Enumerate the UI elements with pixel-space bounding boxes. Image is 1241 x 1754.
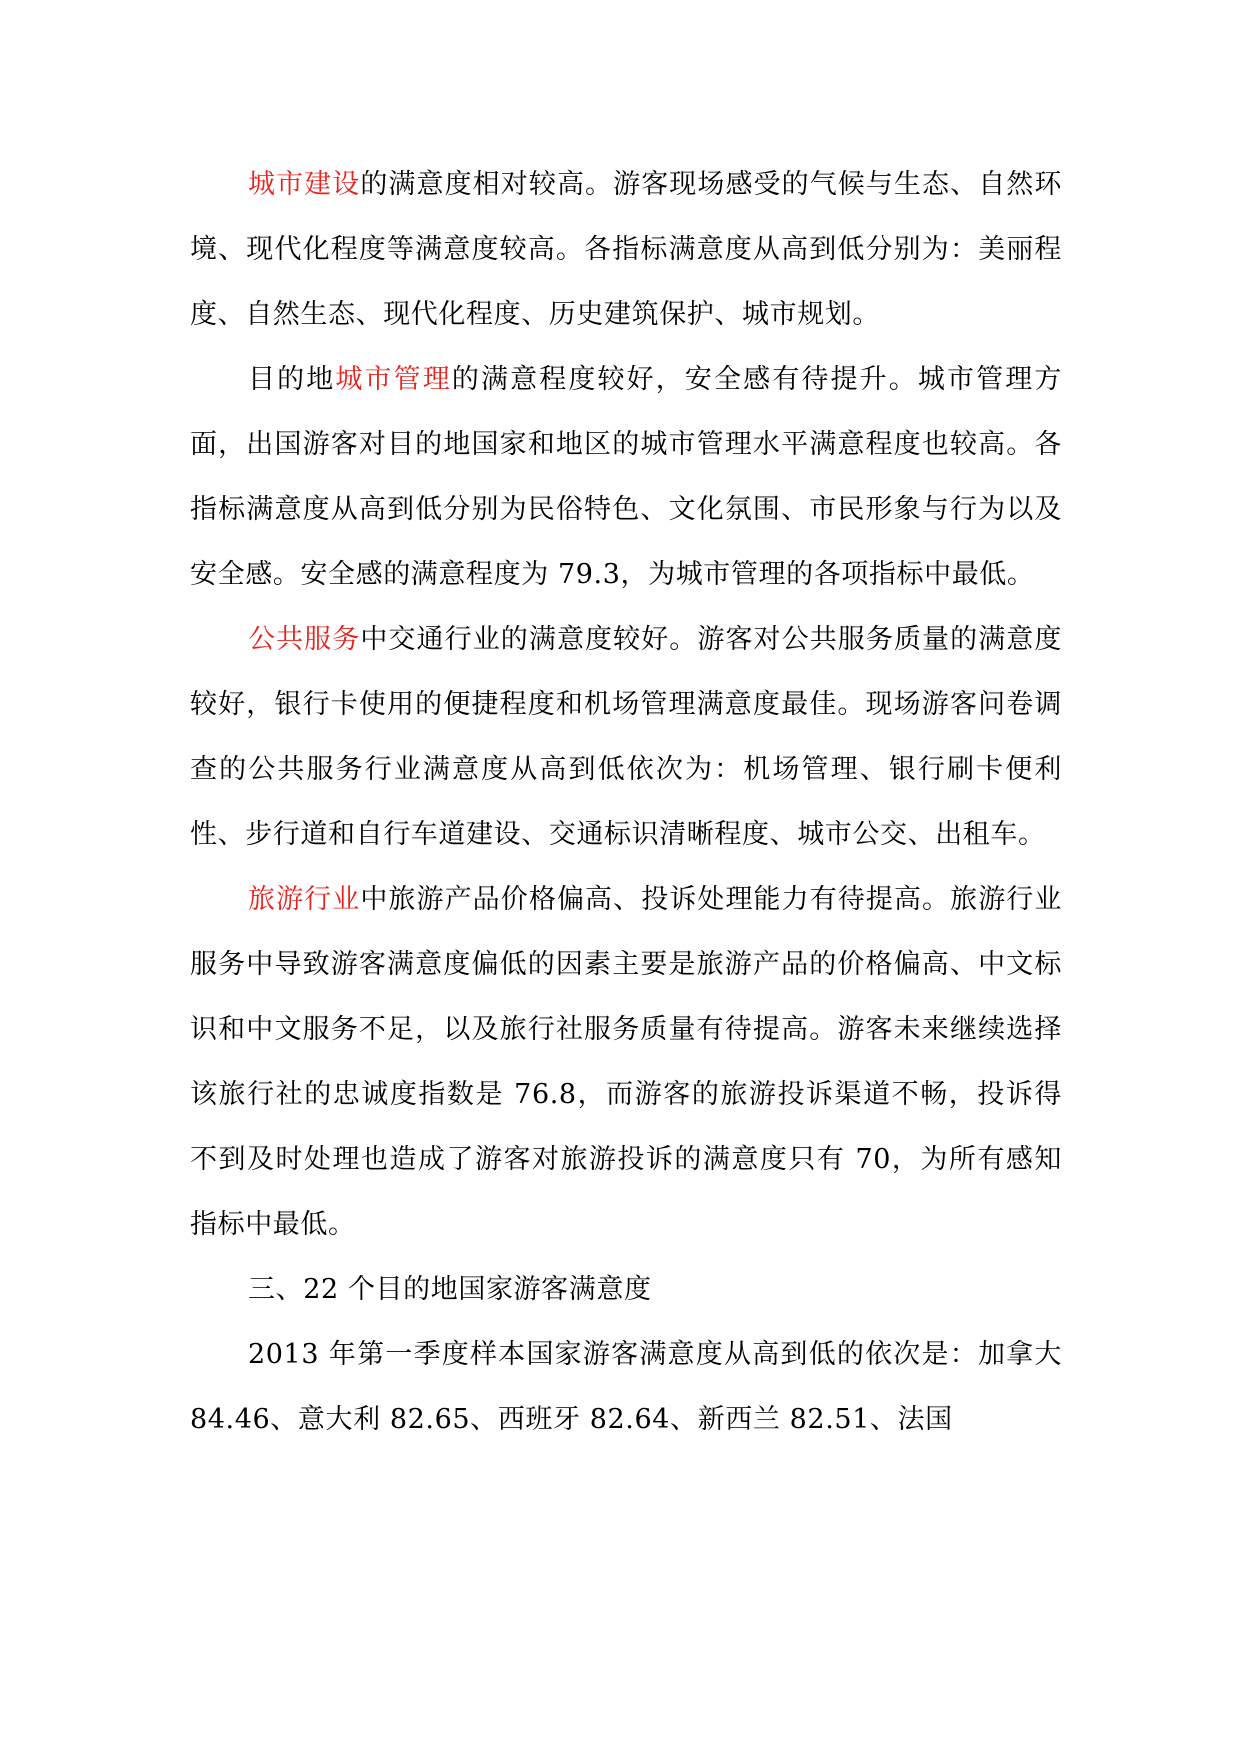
section-heading-text: 三、22 个目的地国家游客满意度 (248, 1274, 652, 1305)
paragraph-city-management (190, 347, 1062, 607)
paragraph-text: 的满意程度较好，安全感有待提升。城市管理方面，出国游客对目的地国家和地区的城市管理水平满意程度也较高。各指标满意度从高到低分别为民俗特色、文化氛围、市民形象与行为以及安全感。安全感的满意程度为 79.3，为城市管理的各项指标中最低。 (190, 364, 1062, 590)
document-body (190, 152, 1062, 1452)
paragraph-city-construction (190, 152, 1062, 347)
paragraph-tourism-industry (190, 867, 1062, 1257)
paragraph-text: 的满意度相对较高。游客现场感受的气候与生态、自然环境、现代化程度等满意度较高。各指标满意度从高到低分别为：美丽程度、自然生态、现代化程度、历史建筑保护、城市规划。 (190, 169, 1062, 330)
paragraph-text: 中旅游产品价格偏高、投诉处理能力有待提高。旅游行业服务中导致游客满意度偏低的因素主要是旅游产品的价格偏高、中文标识和中文服务不足，以及旅行社服务质量有待提高。游客未来继续选择该旅行社的忠诚度指数是 76.8，而游客的旅游投诉渠道不畅，投诉得不到及时处理也造成了游客对旅游投诉的满意度只有 70，为所有感知指标中最低。 (190, 884, 1062, 1240)
paragraph-text: 中交通行业的满意度较好。游客对公共服务质量的满意度较好，银行卡使用的便捷程度和机场管理满意度最佳。现场游客问卷调查的公共服务行业满意度从高到低依次为：机场管理、银行刷卡便利性、步行道和自行车道建设、交通标识清晰程度、城市公交、出租车。 (190, 624, 1062, 850)
paragraph-public-service (190, 607, 1062, 867)
paragraph-lead: 目的地 (248, 364, 336, 395)
paragraph-text: 2013 年第一季度样本国家游客满意度从高到低的依次是：加拿大 84.46、意大利 82.65、西班牙 82.64、新西兰 82.51、法国 (190, 1339, 1062, 1435)
paragraph-country-ranking (190, 1322, 1062, 1452)
highlight-public-service: 公共服务 (248, 624, 361, 655)
section-heading (190, 1257, 1062, 1322)
highlight-city-construction: 城市建设 (248, 169, 361, 200)
highlight-tourism-industry: 旅游行业 (248, 884, 361, 915)
highlight-city-management: 城市管理 (335, 364, 452, 395)
